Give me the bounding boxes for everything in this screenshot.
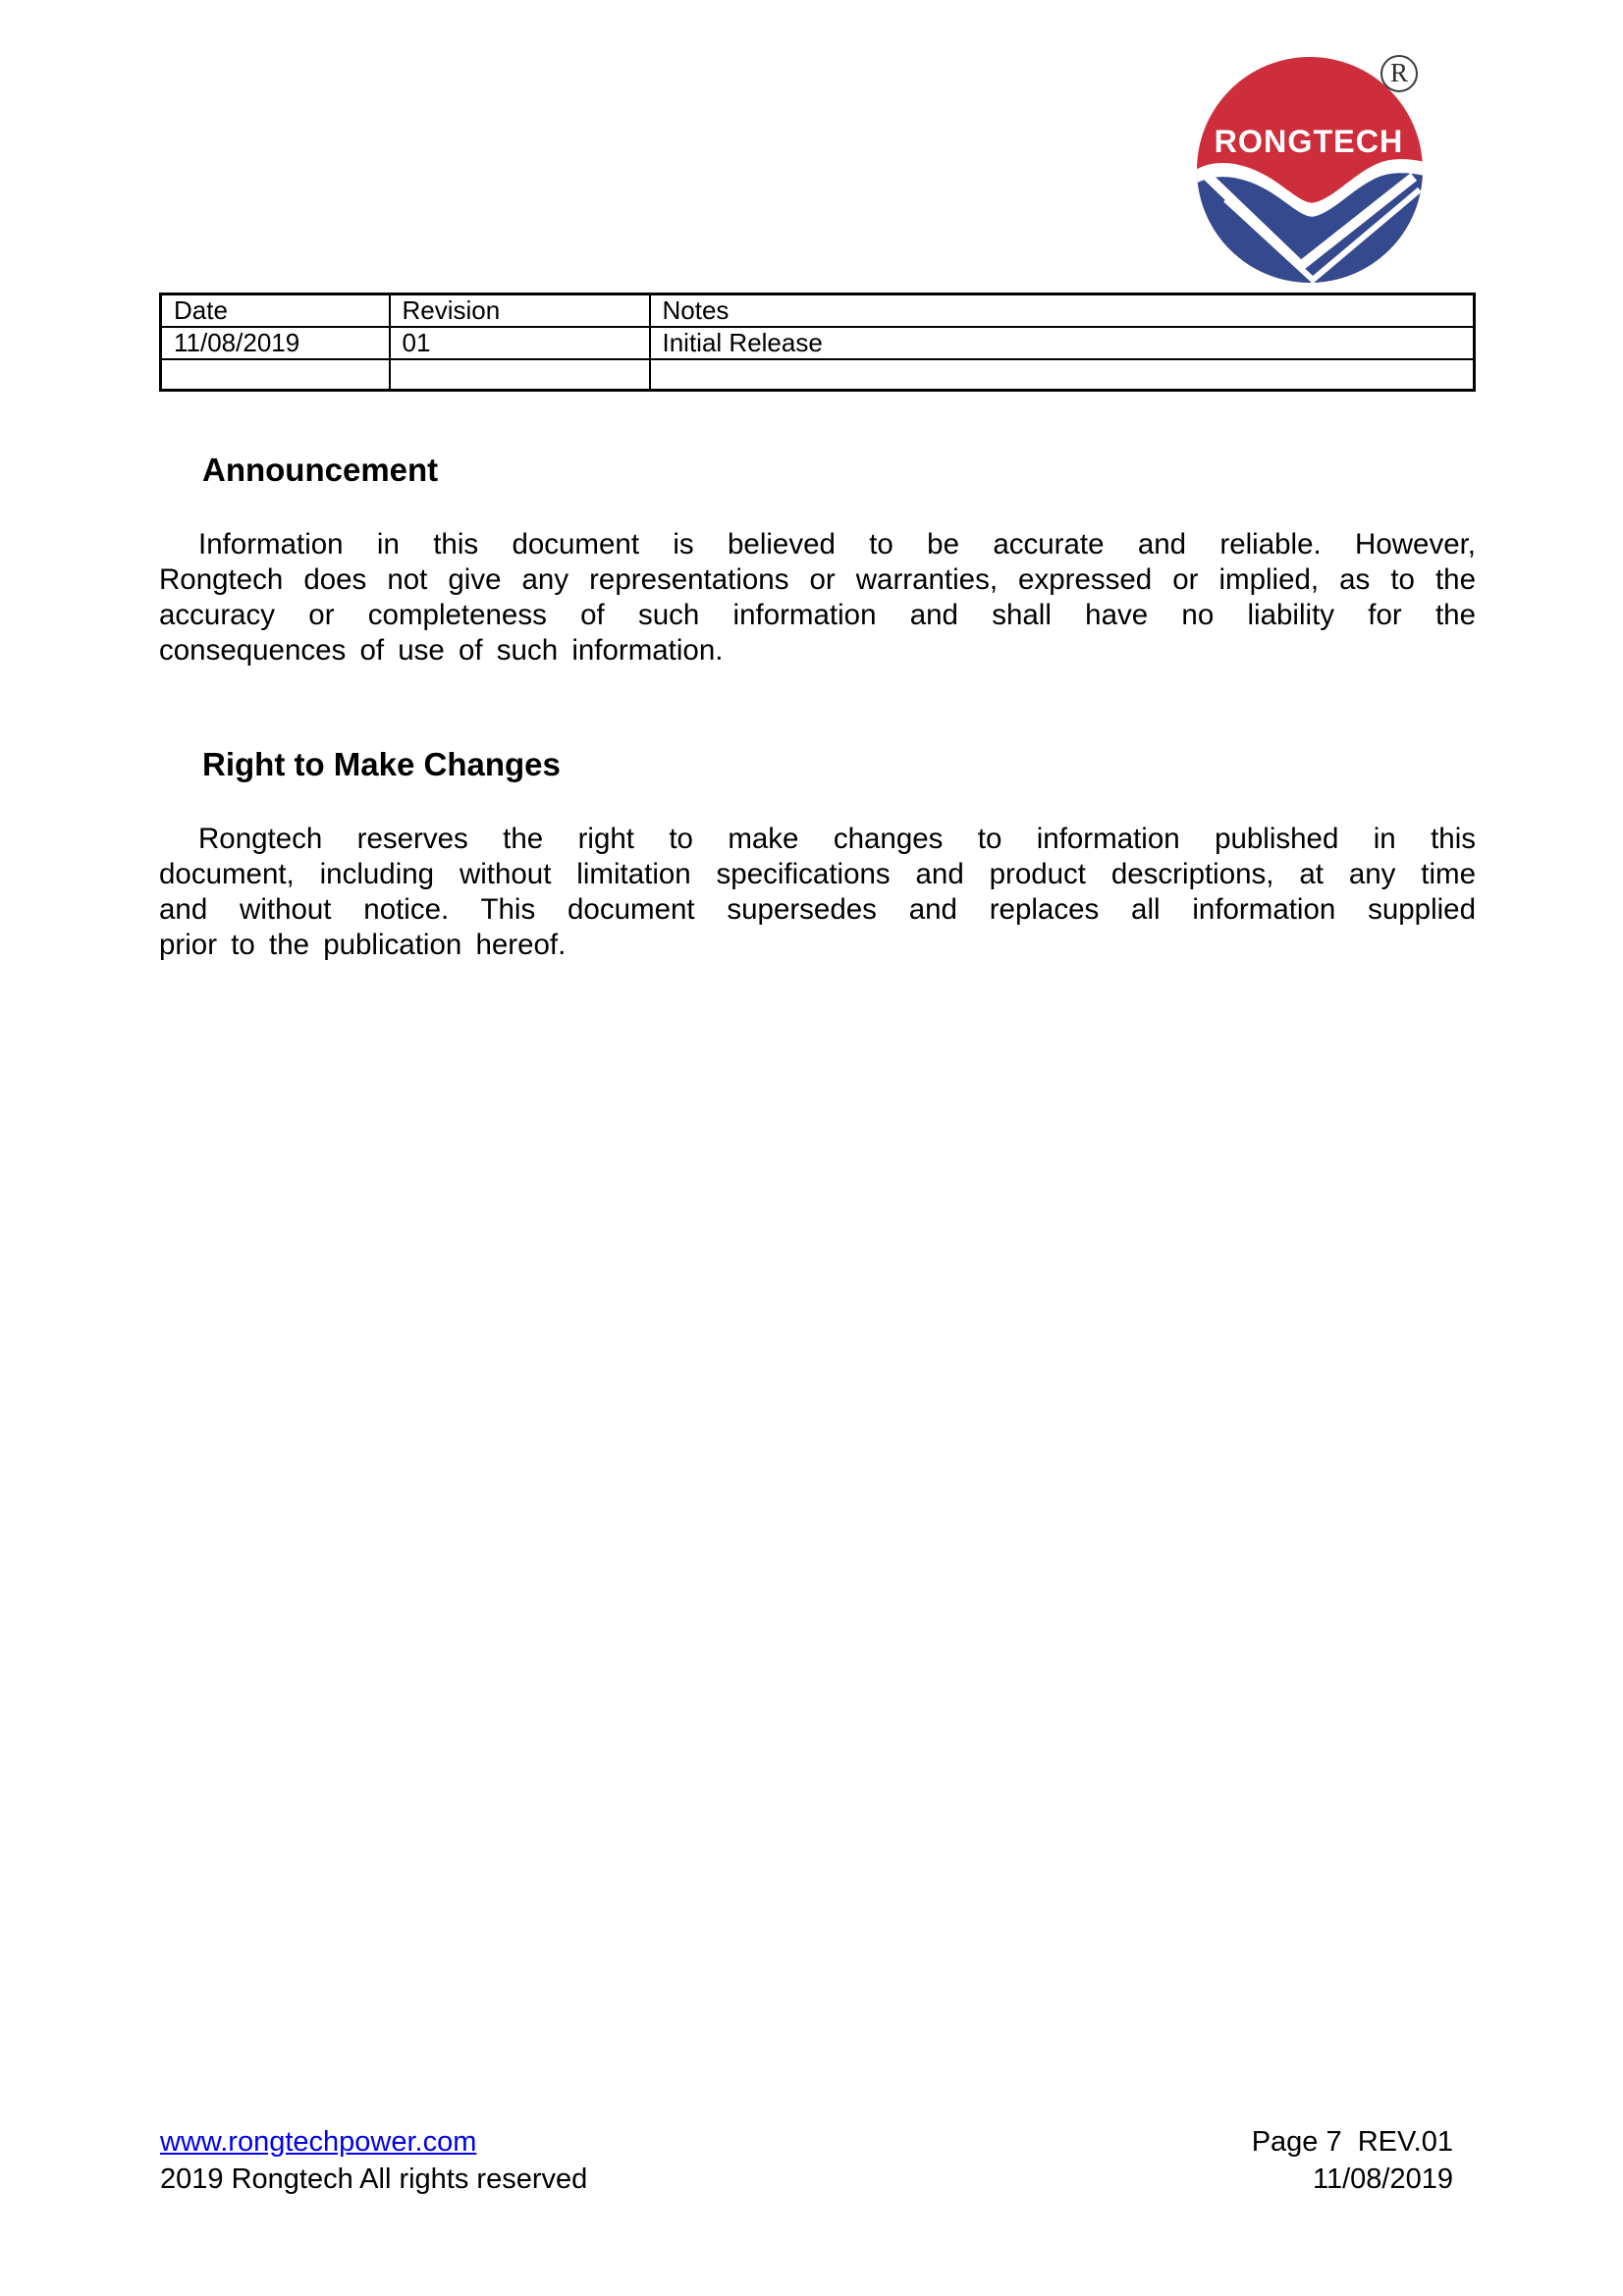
registered-trademark-icon xyxy=(1380,55,1418,92)
table-cell-revision xyxy=(390,359,650,390)
table-cell-date: 11/08/2019 xyxy=(161,327,390,359)
table-cell-notes xyxy=(650,359,1475,390)
paragraph-line: Rongtech does not give any representations or warranties, expressed or implied, as to the xyxy=(159,563,1476,596)
table-cell-date xyxy=(161,359,390,390)
section-heading-announcement: Announcement xyxy=(202,452,439,488)
footer-left xyxy=(160,2123,587,2198)
table-cell-notes: Initial Release xyxy=(650,327,1475,359)
table-header-cell-revision: Revision xyxy=(390,294,650,328)
table-cell-revision: 01 xyxy=(390,327,650,359)
page-number: Page 7 REV.01 xyxy=(1251,2126,1453,2158)
paragraph-line: Information in this document is believed to be accurate and reliable. However, xyxy=(198,528,1476,561)
website-link[interactable]: www.rongtechpower.com xyxy=(160,2126,477,2158)
logo-brand-text: RONGTECH xyxy=(1214,123,1404,159)
paragraph-line: document, including without limitation specifications and product descriptions, at any time xyxy=(159,858,1476,890)
section-heading-right-to-make-changes: Right to Make Changes xyxy=(202,746,561,782)
revision-table xyxy=(159,293,1476,392)
footer-date: 11/08/2019 xyxy=(1313,2163,1453,2195)
table-row-empty xyxy=(161,359,1475,390)
paragraph-line: and without notice. This document supersedes and replaces all information supplied xyxy=(159,893,1476,926)
section-body-right-to-make-changes xyxy=(159,822,1476,963)
table-header-row xyxy=(161,294,1475,328)
registered-trademark-letter: R xyxy=(1389,57,1408,87)
paragraph-line: Rongtech reserves the right to make changes to information published in this xyxy=(198,823,1476,855)
paragraph-line: accuracy or completeness of such information and shall have no liability for the xyxy=(159,599,1476,631)
table-header-cell-notes: Notes xyxy=(650,294,1475,328)
paragraph-line: prior to the publication hereof. xyxy=(159,929,567,961)
copyright-text: 2019 Rongtech All rights reserved xyxy=(160,2163,588,2195)
paragraph-line: consequences of use of such information. xyxy=(159,634,724,667)
table-header-cell-date: Date xyxy=(161,294,390,328)
footer-right xyxy=(1252,2123,1453,2198)
section-body-announcement xyxy=(159,527,1476,668)
table-row xyxy=(161,327,1475,359)
